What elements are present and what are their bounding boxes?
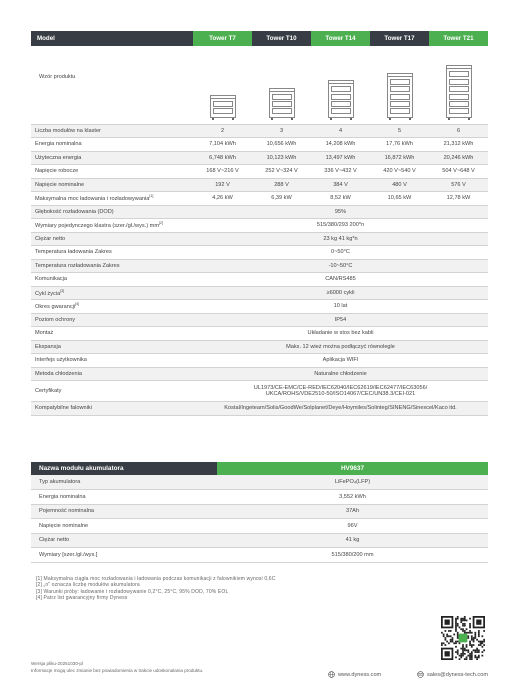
- spec-value: 384 V: [311, 178, 370, 192]
- spec-value-merged: -10~50°C: [193, 259, 488, 273]
- spec-value: 192 V: [193, 178, 252, 192]
- spec-value-merged: Naturalne chłodzenie: [193, 367, 488, 381]
- spec-row-label: [31, 259, 193, 273]
- spec-value: 14,208 kWh: [311, 138, 370, 152]
- globe-icon: [328, 671, 335, 678]
- footnote-ref: [3]: [60, 288, 65, 293]
- tower-frame: [210, 98, 236, 118]
- spec-value: 10,65 kW: [370, 192, 429, 206]
- spec-value: 252 V~324 V: [252, 165, 311, 179]
- spec-value: 16,872 kWh: [370, 151, 429, 165]
- product-image-row: [31, 46, 488, 124]
- spec-value: 2: [193, 124, 252, 138]
- spec-value: 6,748 kWh: [193, 151, 252, 165]
- module-row-value: 96V: [217, 519, 488, 534]
- product-image: [252, 50, 311, 120]
- battery-tower-illustration: [328, 80, 354, 120]
- spec-row: [31, 124, 488, 138]
- website-text: www.dyness.com: [338, 671, 382, 678]
- email-link[interactable]: [417, 671, 488, 678]
- spec-value: 17,76 kWh: [370, 138, 429, 152]
- spec-row: [31, 402, 488, 416]
- spec-value: 12,78 kW: [429, 192, 488, 206]
- spec-value: 288 V: [252, 178, 311, 192]
- battery-module: [449, 108, 469, 114]
- product-image: [429, 50, 488, 120]
- spec-table: [31, 31, 488, 416]
- spec-value: 10,656 kWh: [252, 138, 311, 152]
- battery-module: [390, 79, 410, 85]
- footnote: [2] „n” oznacza liczbę modułów akumulatora: [36, 582, 140, 589]
- spec-value-line: UL1973/CE-EMC/CE-RED/IEC62040/IEC62619/IEC62477/IEC63056/: [253, 384, 428, 391]
- spec-label-text: Energia nominalna: [35, 141, 82, 148]
- module-row: [31, 548, 488, 563]
- spec-label-text: Użyteczna energia: [35, 154, 82, 161]
- battery-tower-illustration: [269, 88, 295, 120]
- battery-module: [331, 86, 351, 92]
- spec-row: [31, 286, 488, 300]
- disclaimer: Informacje mogą ulec zmianie bez powiadomienia w trakcie udoskonalania produktu.: [31, 668, 204, 674]
- spec-value-merged: Aplikacja WIFI: [193, 354, 488, 368]
- module-row: [31, 533, 488, 548]
- spec-header-row: [31, 31, 488, 46]
- module-header-label: Nazwa modułu akumulatora: [31, 462, 217, 475]
- spec-row: [31, 259, 488, 273]
- spec-row: [31, 232, 488, 246]
- spec-value: 3: [252, 124, 311, 138]
- spec-label-text: Kompatybilne falowniki: [35, 405, 92, 412]
- tower-feet: [389, 118, 411, 120]
- battery-module: [331, 108, 351, 114]
- tower-frame: [446, 68, 472, 117]
- tower-feet: [212, 118, 234, 120]
- product-image-label: Wzór produktu: [31, 46, 193, 124]
- spec-row-label: [31, 165, 193, 179]
- spec-value-merged: Układanie w stos bez kabli: [193, 327, 488, 341]
- spec-value-merged: 515/380/293 200*n: [193, 219, 488, 233]
- spec-value: 6: [429, 124, 488, 138]
- battery-module: [390, 108, 410, 114]
- spec-value: 504 V~648 V: [429, 165, 488, 179]
- spec-label-text: Certyfikaty: [35, 387, 62, 394]
- product-image: [193, 50, 252, 120]
- spec-value: 21,312 kWh: [429, 138, 488, 152]
- spec-label-text: Ciężar netto: [35, 235, 66, 242]
- spec-label-text: Liczba modułów na klaster: [35, 127, 101, 134]
- spec-label-text: Maksymalna moc ładowania i rozładowywania: [35, 195, 150, 202]
- module-row-label: Pojemność nominalna: [31, 504, 217, 519]
- spec-value-merged: [193, 381, 488, 402]
- spec-label-text: Temperatura ładowania Zakres: [35, 249, 112, 256]
- footnote-ref: [4]: [75, 302, 80, 307]
- module-row-label: Ciężar netto: [31, 533, 217, 548]
- spec-row-label: [31, 124, 193, 138]
- spec-row-label: [31, 219, 193, 233]
- spec-row: [31, 327, 488, 341]
- spec-label-text: Cykl życia: [35, 290, 61, 297]
- battery-module: [449, 79, 469, 85]
- spec-value: 8,52 kW: [311, 192, 370, 206]
- spec-label-text: Metoda chłodzenia: [35, 370, 82, 377]
- spec-row: [31, 246, 488, 260]
- module-row-label: Energia nominalna: [31, 490, 217, 505]
- spec-row: [31, 138, 488, 152]
- spec-row: [31, 340, 488, 354]
- spec-label-text: Komunikacja: [35, 276, 68, 283]
- battery-module: [449, 86, 469, 92]
- spec-row-label: [31, 327, 193, 341]
- footnote: [4] Patrz list gwarancyjny firmy Dyness: [36, 595, 128, 602]
- tower-frame: [269, 91, 295, 118]
- spec-value: 7,104 kWh: [193, 138, 252, 152]
- spec-value: 420 V~540 V: [370, 165, 429, 179]
- spec-value-merged: 95%: [193, 205, 488, 219]
- spec-row-label: [31, 286, 193, 300]
- model-name: Tower T10: [252, 31, 311, 46]
- spec-row-label: [31, 367, 193, 381]
- footer-contacts: [328, 671, 488, 678]
- battery-module: [272, 108, 292, 114]
- module-header-value: HV9637: [217, 462, 488, 475]
- footnotes: [36, 576, 276, 602]
- tower-feet: [271, 118, 293, 120]
- product-image: [311, 50, 370, 120]
- spec-row: [31, 381, 488, 402]
- spec-value: 168 V~216 V: [193, 165, 252, 179]
- model-header: Model: [31, 31, 193, 46]
- spec-row-label: [31, 381, 193, 402]
- battery-module: [213, 101, 233, 107]
- spec-row-label: [31, 151, 193, 165]
- spec-label-text: Ekspansja: [35, 343, 61, 350]
- footnote-ref: [2]: [158, 221, 163, 226]
- footnote: [3] Warunki próby: ładowanie i rozładowywanie 0,2°C, 25°C, 95% DOD, 70% EOL: [36, 588, 229, 595]
- spec-label-text: Napięcie nominalne: [35, 181, 85, 188]
- spec-row: [31, 354, 488, 368]
- spec-label-text: Interfejs użytkownika: [35, 357, 87, 364]
- spec-row: [31, 205, 488, 219]
- tower-feet: [330, 118, 352, 120]
- battery-module: [331, 94, 351, 100]
- model-name: Tower T14: [311, 31, 370, 46]
- module-row-value: LiFePO₄(LFP): [217, 475, 488, 490]
- battery-module: [449, 101, 469, 107]
- spec-value-merged: ≥6000 cykli: [193, 286, 488, 300]
- spec-row: [31, 219, 488, 233]
- module-row-value: 37Ah: [217, 504, 488, 519]
- product-image: [370, 50, 429, 120]
- spec-row-label: [31, 402, 193, 416]
- spec-row-label: [31, 340, 193, 354]
- module-table: [31, 462, 488, 563]
- footnote-ref: [1]: [149, 194, 154, 199]
- module-row: [31, 504, 488, 519]
- mail-icon: [417, 671, 424, 678]
- spec-row-label: [31, 232, 193, 246]
- spec-value-line: UKCA/ROHS/VDE2510-50/ISO14067/CEC/UN38.3/CEI-021: [265, 391, 416, 397]
- spec-row-label: [31, 273, 193, 287]
- footer-info: [31, 660, 203, 675]
- battery-module: [390, 101, 410, 107]
- spec-value: 480 V: [370, 178, 429, 192]
- spec-value: 5: [370, 124, 429, 138]
- spec-value-merged: 10 lat: [193, 300, 488, 314]
- website-link[interactable]: [328, 671, 381, 678]
- battery-module: [213, 108, 233, 114]
- battery-module: [390, 94, 410, 100]
- spec-row: [31, 313, 488, 327]
- battery-module: [390, 86, 410, 92]
- spec-value-merged: 23 kg 41 kg*n: [193, 232, 488, 246]
- model-name: Tower T7: [193, 31, 252, 46]
- spec-row-label: [31, 178, 193, 192]
- spec-row-label: [31, 246, 193, 260]
- battery-module: [331, 101, 351, 107]
- tower-frame: [387, 76, 413, 118]
- spec-row-label: [31, 354, 193, 368]
- module-row-value: 515/380/200 mm: [217, 548, 488, 563]
- spec-value: 336 V~432 V: [311, 165, 370, 179]
- module-row: [31, 490, 488, 505]
- qr-code: [441, 616, 485, 660]
- battery-tower-illustration: [387, 73, 413, 120]
- spec-value-merged: 0~50°C: [193, 246, 488, 260]
- file-version: Wersja pliku-20251030-pl: [31, 661, 84, 666]
- spec-label-text: Głębokość rozładowania (DOD): [35, 208, 114, 215]
- spec-row: [31, 367, 488, 381]
- footnote: [1] Maksymalna ciągła moc rozładowania i ładowania podczas komunikacji z falownikiem wynosi 0,6C: [36, 576, 276, 582]
- spec-label-text: Wymiary pojedynczego klastra (szer./gł./wys.) mm: [35, 222, 159, 229]
- spec-row-label: [31, 192, 193, 206]
- spec-value: 10,123 kWh: [252, 151, 311, 165]
- module-row-value: 41 kg: [217, 533, 488, 548]
- spec-value: 4: [311, 124, 370, 138]
- spec-row-label: [31, 205, 193, 219]
- spec-value-merged: CAN/RS485: [193, 273, 488, 287]
- module-header-row: [31, 462, 488, 475]
- battery-module: [272, 101, 292, 107]
- spec-row: [31, 151, 488, 165]
- battery-module: [449, 71, 469, 77]
- spec-value: 4,26 kW: [193, 192, 252, 206]
- spec-label-text: Temperatura rozładowania Zakres: [35, 262, 120, 269]
- spec-value: 6,39 kW: [252, 192, 311, 206]
- battery-module: [449, 94, 469, 100]
- spec-row: [31, 165, 488, 179]
- spec-row: [31, 273, 488, 287]
- battery-tower-illustration: [210, 95, 236, 120]
- module-row-value: 3,552 kWh: [217, 490, 488, 505]
- module-row-label: Napięcie nominalne: [31, 519, 217, 534]
- spec-row-label: [31, 138, 193, 152]
- spec-row: [31, 300, 488, 314]
- module-row: [31, 475, 488, 490]
- battery-tower-illustration: [446, 65, 472, 119]
- spec-value-merged: IP54: [193, 313, 488, 327]
- spec-row-label: [31, 300, 193, 314]
- spec-value: 13,497 kWh: [311, 151, 370, 165]
- spec-value: 20,246 kWh: [429, 151, 488, 165]
- battery-module: [272, 94, 292, 100]
- spec-label-text: Napięcie robocze: [35, 168, 79, 175]
- spec-label-text: Okres gwarancji: [35, 303, 76, 310]
- spec-value-merged: Maks. 12 wież można podłączyć równolegle: [193, 340, 488, 354]
- tower-frame: [328, 83, 354, 118]
- email-text: sales@dyness-tech.com: [426, 671, 488, 678]
- spec-row: [31, 192, 488, 206]
- spec-row-label: [31, 313, 193, 327]
- module-row-label: Wymiary [szer./gł./wys.]: [31, 548, 217, 563]
- tower-feet: [448, 118, 470, 120]
- model-name: Tower T21: [429, 31, 488, 46]
- module-row: [31, 519, 488, 534]
- spec-label-text: Poziom ochrony: [35, 316, 76, 323]
- module-row-label: Typ akumulatora: [31, 475, 217, 490]
- spec-label-text: Montaż: [35, 330, 54, 337]
- spec-value: 576 V: [429, 178, 488, 192]
- spec-row: [31, 178, 488, 192]
- spec-value-merged: Kostal/Ingeteam/Solis/GoodWe/Solplanet/Deye/Hoymiles/Solinteg/SINENG/Sinexcel/Kaco itd.: [193, 402, 488, 416]
- model-name: Tower T17: [370, 31, 429, 46]
